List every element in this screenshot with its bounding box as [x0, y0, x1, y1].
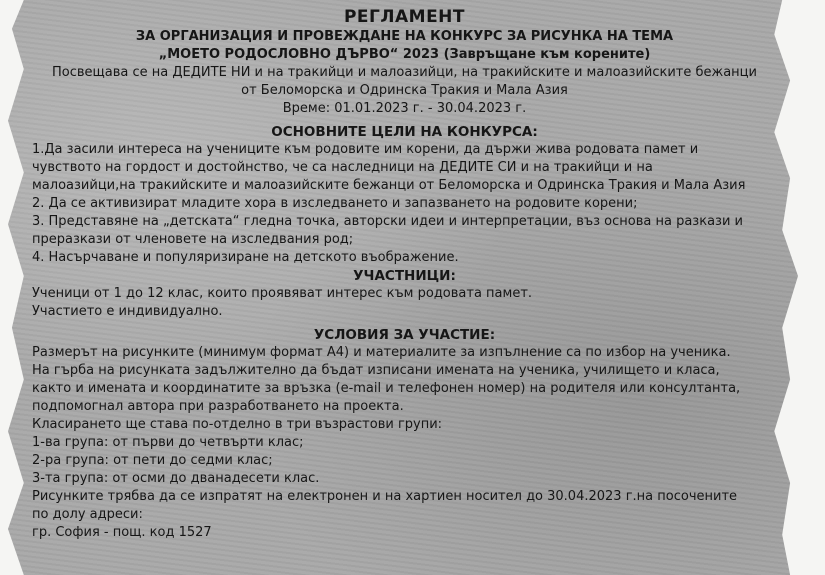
- regulation-document: [32, 6, 777, 542]
- contest-theme: „МОЕТО РОДОСЛОВНО ДЪРВО“ 2023 (Завръщане към корените): [158, 47, 651, 62]
- participants-line: Участието е индивидуално.: [32, 304, 223, 319]
- goal-line: 1.Да засили интереса на учениците към родовите им корени, да държи жива родовата памет и: [32, 142, 699, 157]
- goal-line: 3. Представяне на „детската“ гледна точка, авторски идеи и интерпретации, въз основа на разкази и: [32, 214, 743, 229]
- conditions-heading: УСЛОВИЯ ЗА УЧАСТИЕ:: [313, 327, 496, 343]
- contest-time: Време: 01.01.2023 г. - 30.04.2023 г.: [282, 101, 527, 116]
- address-line: гр. София - пощ. код 1527: [32, 525, 212, 540]
- conditions-line: както и имената и координатите за връзка (e-mail и телефонен номер) на родителя или консултанта,: [32, 381, 741, 396]
- goal-line: преразкази от членовете на изследвания род;: [32, 232, 354, 247]
- participants-line: Ученици от 1 до 12 клас, които проявяват интерес към родовата памет.: [32, 286, 533, 301]
- goal-line: 2. Да се активизират младите хора в изследването и запазването на родовите корени;: [32, 196, 638, 211]
- dedication-line-2: от Беломорска и Одринска Тракия и Мала Азия: [241, 83, 568, 98]
- age-group-3: 3-та група: от осми до дванадесети клас.: [32, 471, 320, 486]
- submission-line: по долу адреси:: [32, 507, 143, 522]
- dedication-line-1: Посвещава се на ДЕДИТЕ НИ и на тракийци и малоазийци, на тракийските и малоазийските бежанци: [52, 65, 757, 80]
- participants-text: [32, 285, 777, 321]
- goal-line: чувството на гордост и достойнство, че са наследници на ДЕДИТЕ СИ и на тракийци и на: [32, 160, 653, 175]
- submission-line: Рисунките трябва да се изпратят на електронен и на хартиен носител до 30.04.2023 г.на посочените: [32, 489, 738, 504]
- conditions-text: [32, 344, 777, 542]
- goals-list: [32, 141, 777, 267]
- goals-heading: ОСНОВНИТЕ ЦЕЛИ НА КОНКУРСА:: [271, 124, 538, 140]
- conditions-line: подпомогнал автора при разработването на проекта.: [32, 399, 404, 414]
- goal-line: малоазийци,на тракийските и малоазийските бежанци от Беломорска и Одринска Тракия и Мала Азия: [32, 178, 746, 193]
- document-subtitle: ЗА ОРГАНИЗАЦИЯ И ПРОВЕЖДАНЕ НА КОНКУРС ЗА РИСУНКА НА ТЕМА: [135, 29, 674, 44]
- age-group-1: 1-ва група: от първи до четвърти клас;: [32, 435, 304, 450]
- conditions-line: Класирането ще става по-отделно в три възрастови групи:: [32, 417, 443, 432]
- conditions-line: Размерът на рисунките (минимум формат А4) и материалите за изпълнение са по избор на ученика.: [32, 345, 731, 360]
- participants-heading: УЧАСТНИЦИ:: [353, 268, 456, 284]
- age-group-2: 2-ра група: от пети до седми клас;: [32, 453, 273, 468]
- document-title: РЕГЛАМЕНТ: [343, 7, 466, 27]
- conditions-line: На гърба на рисунката задължително да бъдат изписани имената на ученика, училището и класа,: [32, 363, 720, 378]
- goal-line: 4. Насърчаване и популяризиране на детското въображение.: [32, 250, 459, 265]
